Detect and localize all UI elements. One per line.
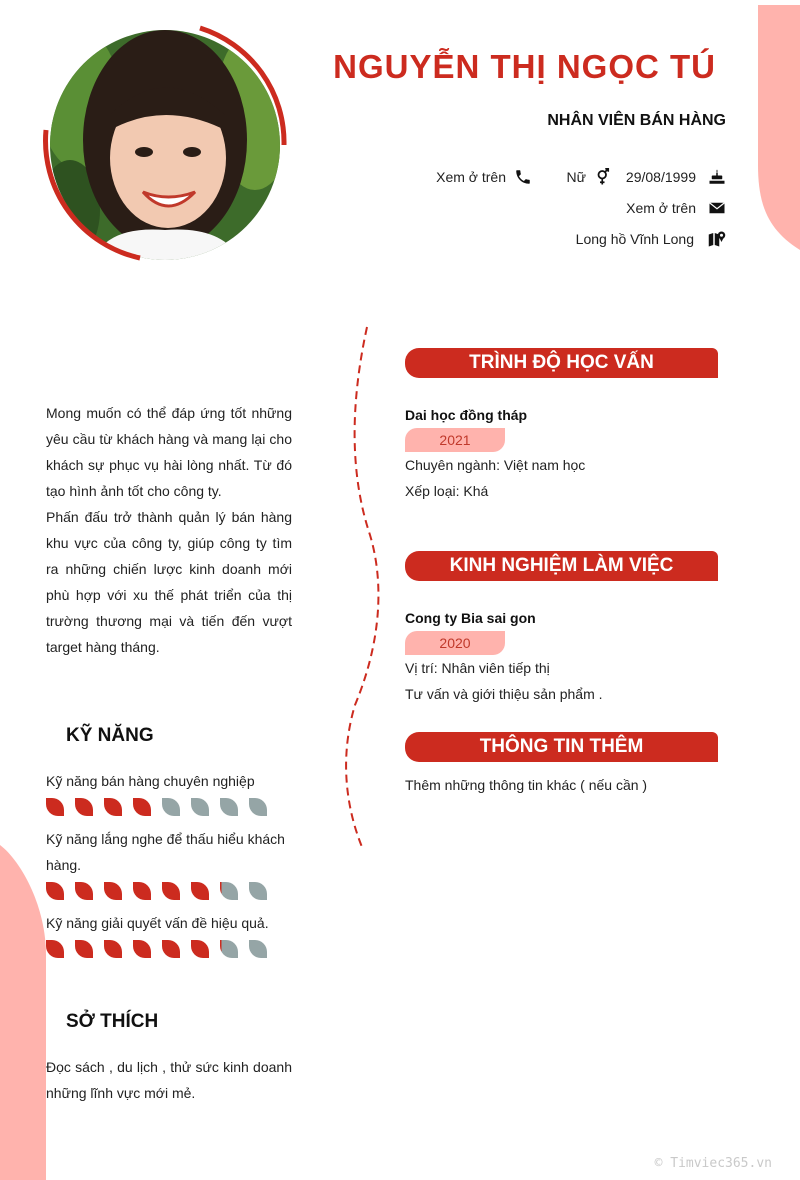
education-year-badge: 2021 — [405, 428, 505, 452]
rating-leaf-empty — [220, 940, 238, 958]
skill-rating — [46, 940, 267, 958]
candidate-name: NGUYỄN THỊ NGỌC TÚ — [333, 48, 716, 85]
skill-rating — [46, 882, 267, 900]
skill-rating — [46, 798, 267, 816]
education-major: Chuyên ngành: Việt nam học — [405, 457, 586, 473]
experience-header: KINH NGHIỆM LÀM VIỆC — [405, 551, 718, 581]
email-value: Xem ở trên — [626, 200, 696, 216]
footer-watermark: © Timviec365.vn — [654, 1156, 772, 1171]
birthday-value: 29/08/1999 — [625, 169, 696, 185]
rating-leaf-filled — [46, 940, 64, 958]
school-name: Dai học đồng tháp — [405, 407, 528, 423]
gender-value: Nữ — [566, 169, 586, 185]
contact-address — [576, 230, 726, 248]
rating-leaf-empty — [220, 882, 238, 900]
rating-leaf-empty — [191, 798, 209, 816]
skill-name: Kỹ năng lắng nghe để thấu hiểu khách hàng. — [46, 831, 285, 873]
objective-paragraph: Mong muốn có thể đáp ứng tốt những yêu cầu từ khách hàng và mang lại cho khách sự phục vụ hài lòng nhất. Từ đó tạo hình ảnh tốt cho công ty. — [46, 405, 292, 499]
skill-name: Kỹ năng bán hàng chuyên nghiệp — [46, 773, 255, 789]
education-grade: Xếp loại: Khá — [405, 483, 489, 499]
rating-leaf-filled — [191, 940, 209, 958]
rating-leaf-empty — [162, 798, 180, 816]
rating-leaf-filled — [46, 798, 64, 816]
gender-icon — [594, 168, 612, 186]
company-name: Cong ty Bia sai gon — [405, 610, 536, 626]
job-title: NHÂN VIÊN BÁN HÀNG — [547, 112, 726, 129]
rating-leaf-empty — [249, 940, 267, 958]
rating-leaf-filled — [133, 798, 151, 816]
rating-leaf-empty — [249, 882, 267, 900]
decorative-shape-bottom-left — [0, 845, 46, 1180]
skills-title: KỸ NĂNG — [66, 725, 154, 746]
rating-leaf-empty — [220, 798, 238, 816]
profile-photo — [40, 20, 290, 270]
birthday-cake-icon — [708, 168, 726, 186]
rating-leaf-filled — [75, 798, 93, 816]
education-header: TRÌNH ĐỘ HỌC VẤN — [405, 348, 718, 378]
rating-leaf-filled — [191, 882, 209, 900]
rating-leaf-filled — [162, 940, 180, 958]
section-divider — [340, 325, 380, 850]
hobbies-text: Đọc sách , du lịch , thử sức kinh doanh những lĩnh vực mới mẻ. — [46, 1059, 292, 1101]
contact-phone — [436, 168, 532, 186]
hobbies-title: SỞ THÍCH — [66, 1011, 159, 1032]
contact-birthday — [626, 168, 726, 186]
career-objective — [46, 400, 292, 660]
additional-info-text: Thêm những thông tin khác ( nếu cần ) — [405, 777, 648, 793]
experience-year-badge: 2020 — [405, 631, 505, 655]
address-value: Long hồ Vĩnh Long — [575, 231, 694, 247]
rating-leaf-empty — [249, 798, 267, 816]
rating-leaf-filled — [133, 882, 151, 900]
envelope-icon — [708, 199, 726, 217]
objective-paragraph: Phấn đấu trở thành quản lý bán hàng khu vực của công ty, giúp công ty tìm ra những chiến lược kinh doanh mới phù hợp với xu thế phát triển của thị trường thương mại và tiến đến vượt target hàng tháng. — [46, 509, 292, 655]
phone-icon — [514, 168, 532, 186]
additional-info-header: THÔNG TIN THÊM — [405, 732, 718, 762]
contact-email — [626, 199, 726, 217]
experience-description: Tư vấn và giới thiệu sản phẩm . — [405, 686, 603, 702]
rating-leaf-filled — [104, 882, 122, 900]
experience-position: Vị trí: Nhân viên tiếp thị — [405, 660, 550, 676]
rating-leaf-filled — [75, 940, 93, 958]
rating-leaf-filled — [162, 882, 180, 900]
decorative-shape-top-right — [758, 5, 800, 250]
skill-name: Kỹ năng giải quyết vấn đề hiệu quả. — [46, 915, 269, 931]
rating-leaf-filled — [75, 882, 93, 900]
map-marker-icon — [708, 230, 726, 248]
rating-leaf-filled — [133, 940, 151, 958]
rating-leaf-filled — [104, 798, 122, 816]
contact-gender — [567, 168, 612, 186]
rating-leaf-filled — [46, 882, 64, 900]
rating-leaf-filled — [104, 940, 122, 958]
phone-value: Xem ở trên — [436, 169, 506, 185]
